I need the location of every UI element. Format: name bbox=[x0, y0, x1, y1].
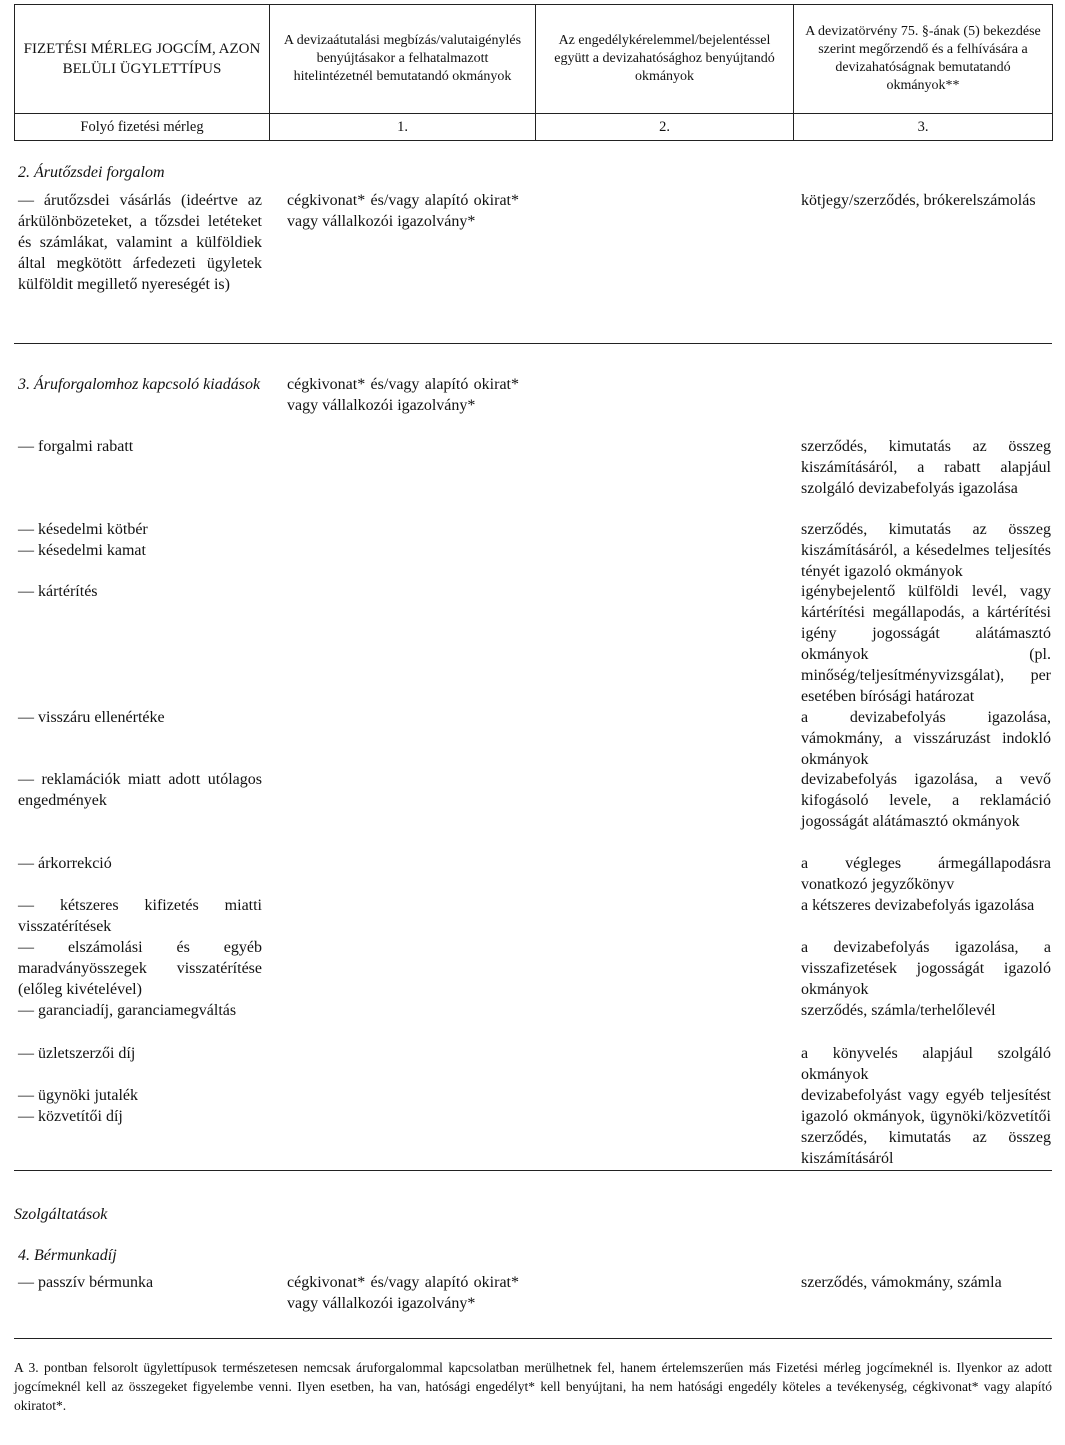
list-item-doc: devizabefolyást vagy egyéb teljesítést igazoló okmányok, ügynöki/közvetítői szerződés, kimutatás az összeg kiszámításáról bbox=[801, 1087, 1051, 1167]
header-col2: A devizaátutalási megbízás/valutaigénylés benyújtásakor a felhatalmazott hitelintézetnél bemutatandó okmányok bbox=[270, 5, 536, 114]
column-number-3: 2. bbox=[536, 114, 794, 141]
section-2-col4: kötjegy/szerződés, brókerelszámolás bbox=[801, 192, 1036, 209]
column-number-2: 1. bbox=[270, 114, 536, 141]
list-item: — késedelmi kötbér bbox=[18, 521, 148, 538]
section-3-col2: cégkivonat* és/vagy alapító okirat* vagy vállalkozói igazolvány* bbox=[287, 376, 519, 414]
section-4-col4: szerződés, vámokmány, számla bbox=[801, 1274, 1002, 1291]
column-number-row bbox=[15, 114, 1053, 141]
header-table bbox=[14, 4, 1053, 141]
services-heading: Szolgáltatások bbox=[14, 1206, 108, 1223]
section-4-col2: cégkivonat* és/vagy alapító okirat* vagy vállalkozói igazolvány* bbox=[287, 1274, 519, 1312]
list-item: — elszámolási és egyéb maradványösszegek visszatérítése (előleg kivételével) bbox=[18, 939, 262, 998]
list-item-doc: devizabefolyás igazolása, a vevő kifogásoló levele, a reklamáció jogosságát alátámasztó okmányok bbox=[801, 771, 1051, 830]
list-item: — közvetítői díj bbox=[18, 1108, 123, 1125]
list-item-doc: a kétszeres devizabefolyás igazolása bbox=[801, 897, 1035, 914]
section-2-item: — árutőzsdei vásárlás (ideértve az árkülönbözeteket, a tőzsdei letéteket és számlákat, valamint a külföldiek által megkötött árfedezeti ügyletek külföldit megillető nyereségét is) bbox=[18, 192, 262, 293]
list-item: — üzletszerzői díj bbox=[18, 1045, 136, 1062]
list-item: — ügynöki jutalék bbox=[18, 1087, 138, 1104]
list-item-doc: a könyvelés alapjául szolgáló okmányok bbox=[801, 1045, 1051, 1083]
column-number-1: Folyó fizetési mérleg bbox=[15, 114, 270, 141]
list-item: — reklamációk miatt adott utólagos engedmények bbox=[18, 771, 262, 809]
list-item-doc: igénybejelentő külföldi levél, vagy kártérítési megállapodás, a kártérítési igény jogosságát alátámasztó okmányok (pl. minőség/teljesítményvizsgálat), per esetében bírósági határozat bbox=[801, 583, 1051, 705]
section-2-title: 2. Árutőzsdei forgalom bbox=[18, 164, 165, 181]
list-item-doc: szerződés, kimutatás az összeg kiszámításáról, a rabatt alapjául szolgáló devizabefolyás igazolása bbox=[801, 438, 1051, 497]
header-col1: FIZETÉSI MÉRLEG JOGCÍM, AZON BELÜLI ÜGYLETTÍPUS bbox=[15, 5, 270, 114]
section-3-title: 3. Áruforgalomhoz kapcsoló kiadások bbox=[18, 376, 261, 393]
list-item-doc: szerződés, számla/terhelőlevél bbox=[801, 1002, 996, 1019]
list-item: — árkorrekció bbox=[18, 855, 112, 872]
list-item-doc: szerződés, kimutatás az összeg kiszámításáról, a késedelmes teljesítés tényét igazoló okmányok bbox=[801, 521, 1051, 580]
list-item: — garanciadíj, garanciamegváltás bbox=[18, 1002, 237, 1019]
section-divider bbox=[14, 343, 1052, 344]
list-item-doc: a végleges ármegállapodásra vonatkozó jegyzőkönyv bbox=[801, 855, 1051, 893]
header-col4: A devizatörvény 75. §-ának (5) bekezdése szerint megőrzendő és a felhívására a devizahatóságnak bemutatandó okmányok** bbox=[794, 5, 1053, 114]
section-divider bbox=[14, 1170, 1052, 1171]
header-col3: Az engedélykérelemmel/bejelentéssel együtt a devizahatósághoz benyújtandó okmányok bbox=[536, 5, 794, 114]
section-4-title: 4. Bérmunkadíj bbox=[18, 1247, 117, 1264]
section-2-col2: cégkivonat* és/vagy alapító okirat* vagy vállalkozói igazolvány* bbox=[287, 192, 519, 230]
column-number-4: 3. bbox=[794, 114, 1053, 141]
list-item-doc: a devizabefolyás igazolása, vámokmány, a visszáruzást indokló okmányok bbox=[801, 709, 1051, 768]
section-divider bbox=[14, 1338, 1052, 1339]
footnote: A 3. pontban felsorolt ügylettípusok természetesen nemcsak áruforgalommal kapcsolatban merülhetnek fel, hanem értelemszerűen más Fizetési mérleg jogcímeknél is. Ilyenkor az adott jogcímeknél kell az összegeket figyelembe venni. Ilyen esetben, ha van, hatósági engedélyt* kell benyújtani, ha nem hatósági engedély köteles a tevékenység, cégkivonat* vagy alapító okiratot*. bbox=[14, 1360, 1052, 1413]
list-item: — kártérítés bbox=[18, 583, 98, 600]
list-item: — visszáru ellenértéke bbox=[18, 709, 165, 726]
header-row bbox=[15, 5, 1053, 114]
list-item: — kétszeres kifizetés miatti visszatérítések bbox=[18, 897, 262, 935]
list-item: — késedelmi kamat bbox=[18, 542, 146, 559]
list-item: — forgalmi rabatt bbox=[18, 438, 134, 455]
section-4-item: — passzív bérmunka bbox=[18, 1274, 154, 1291]
list-item-doc: a devizabefolyás igazolása, a visszafizetések jogosságát igazoló okmányok bbox=[801, 939, 1051, 998]
